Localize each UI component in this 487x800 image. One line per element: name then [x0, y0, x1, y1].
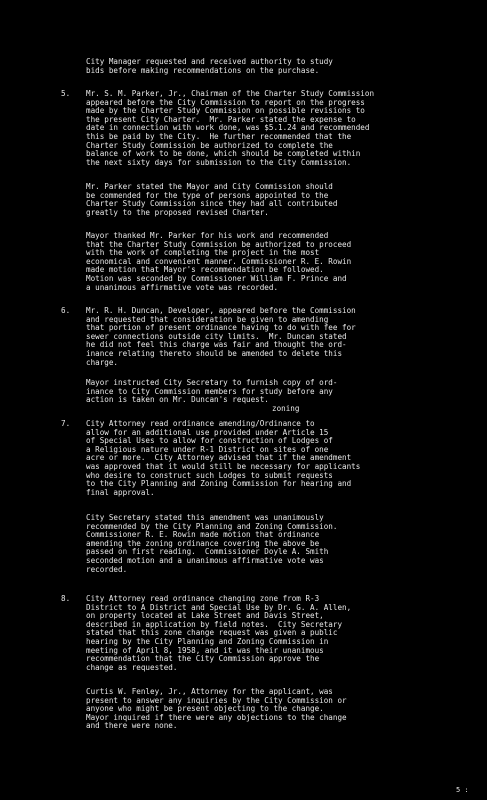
corner-mark: 5 :: [456, 786, 469, 794]
item-8-paragraph-1: City Attorney read ordinance changing zone from R-3 District to A District and Special Use by Dr. G. A. Allen, on property located at Lake Street and Davis Street, described in application by field notes. City Secretary stated that this zone change request was given a public hearing by the City Planning and Zoning Commission in meeting of April 8, 1958, and it was their unanimous recommendation that the City Commission approve the change as requested.: [86, 594, 352, 672]
item-7-number: 7.: [61, 419, 71, 428]
item-7-handwritten-insert: zoning: [272, 404, 300, 413]
item-7-paragraph-1: City Attorney read ordinance amending/Ordinance to allow for an additional use provided under Article 15 of Special Uses to allow for construction of Lodges of a Religious nature under R-1 District on sites of one acre or more. City Attorney advised that if the amendment was approved that it would still be necessary for applicants who desire to construct such Lodges to submit requests to the City Planning and Zoning Commission for hearing and final approval.: [86, 419, 361, 497]
item-5-paragraph-1: Mr. S. M. Parker, Jr., Chairman of the Charter Study Commission appeared before the City Commission to report on the progress made by the Charter Study Commission on possible revisions to the present City Charter. Mr. Parker stated the expense to date in connection with work done, was $5.1.24 and recommended this be paid by the City. He further recommended that the Charter Study Commission be authorized to complete the balance of work to be done, which should be completed within the next sixty days for submission to the City Commission.: [86, 89, 375, 167]
item-7-paragraph-2: City Secretary stated this amendment was unanimously recommended by the City Planning and Zoning Commission. Commissioner R. E. Rowin made motion that ordinance amending the zoning ordinance covering the above be passed on first reading. Commissioner Doyle A. Smith seconded motion and a unanimous affirmative vote was recorded.: [86, 513, 338, 574]
item-6-number: 6.: [61, 306, 71, 315]
item-5-paragraph-3: Mayor thanked Mr. Parker for his work and recommended that the Charter Study Commission be authorized to proceed with the work of completing the project in the most economical and convenient manner. Commissioner R. E. Rowin made motion that Mayor's recommendation be followed. Motion was seconded by Commissioner William F. Prince and a unanimous affirmative vote was recorded.: [86, 231, 352, 292]
item-8-number: 8.: [61, 594, 71, 603]
item-5-paragraph-2: Mr. Parker stated the Mayor and City Commission should be commended for the type of persons appointed to the Charter Study Commission since they had all contributed greatly to the proposed revised Charter.: [86, 182, 338, 217]
item-5-number: 5.: [61, 89, 71, 98]
item-6-paragraph-1: Mr. R. H. Duncan, Developer, appeared before the Commission and requested that consideration be given to amending that portion of present ordinance having to do with fee for sewer connections outside city limits. Mr. Duncan stated he did not feel this charge was fair and thought the ord- inance relating thereto should be amended to delete this charge.: [86, 306, 356, 367]
item-6-paragraph-2: Mayor instructed City Secretary to furnish copy of ord- inance to City Commission members for study before any action is taken on Mr. Duncan's request.: [86, 378, 338, 405]
item-8-paragraph-2: Curtis W. Fenley, Jr., Attorney for the applicant, was present to answer any inquiries by the City Commission or anyone who might be present objecting to the change. Mayor inquired if there were any objections to the change and there were none.: [86, 687, 347, 731]
intro-paragraph: City Manager requested and received authority to study bids before making recommendations on the purchase.: [86, 57, 333, 75]
